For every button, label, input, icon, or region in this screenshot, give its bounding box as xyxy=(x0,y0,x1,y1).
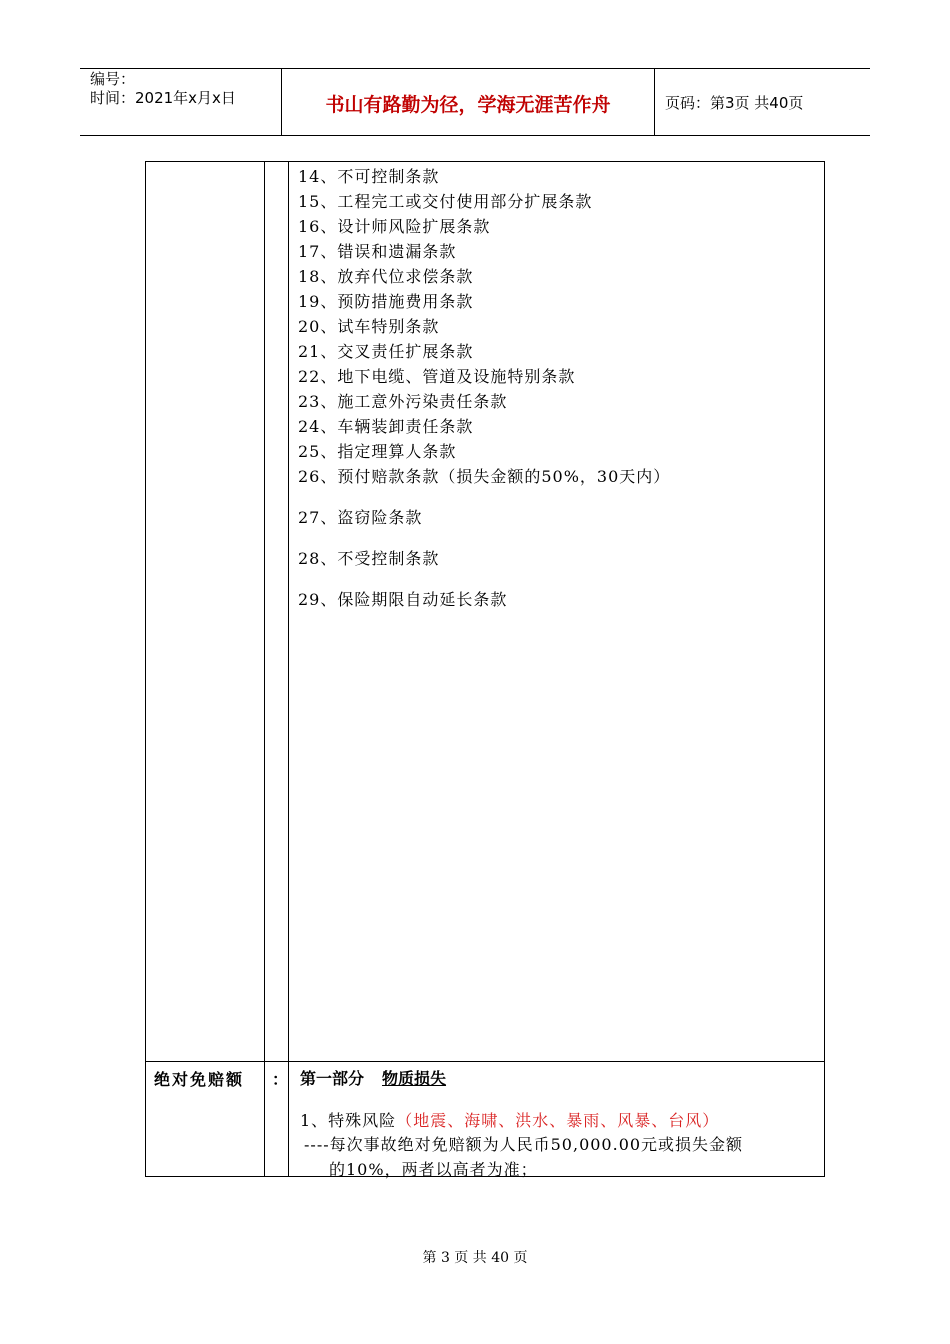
document-date: 时间：2021年x月x日 xyxy=(90,89,236,107)
header-motto: 书山有路勤为径，学海无涯苦作舟 xyxy=(325,94,611,116)
risk-prefix: 1、特殊风险 xyxy=(300,1111,397,1130)
part-prefix: 第一部分 xyxy=(300,1069,365,1088)
clause-item: 18、放弃代位求偿条款 xyxy=(298,267,474,286)
part-heading xyxy=(300,1066,446,1089)
clause-item: 29、保险期限自动延长条款 xyxy=(298,590,508,609)
clause-item: 14、不可控制条款 xyxy=(298,167,440,186)
part-title: 物质损失 xyxy=(382,1069,447,1088)
risk-detail: （地震、海啸、洪水、暴雨、风暴、台风） xyxy=(396,1111,720,1130)
header-page-number: 页码：第3页 共40页 xyxy=(665,94,804,112)
page-footer: 第 3 页 共 40 页 xyxy=(422,1250,528,1266)
special-risk-line xyxy=(300,1108,719,1131)
header-divider xyxy=(654,68,655,136)
clause-item: 20、试车特别条款 xyxy=(298,317,440,336)
clause-item: 17、错误和遗漏条款 xyxy=(298,242,457,261)
header-top-rule xyxy=(80,68,870,69)
header-bottom-rule xyxy=(80,135,870,136)
deductible-colon: ： xyxy=(272,1070,289,1089)
clause-item: 26、预付赔款条款（损失金额的50%，30天内） xyxy=(298,467,671,486)
clause-item: 22、地下电缆、管道及设施特别条款 xyxy=(298,367,576,386)
deductible-description: ----每次事故绝对免赔额为人民币50,000.00元或损失金额 xyxy=(304,1135,744,1154)
clause-table xyxy=(145,161,825,1177)
clause-item: 23、施工意外污染责任条款 xyxy=(298,392,508,411)
clause-item: 15、工程完工或交付使用部分扩展条款 xyxy=(298,192,593,211)
clause-item: 24、车辆装卸责任条款 xyxy=(298,417,474,436)
table-row-divider xyxy=(146,1061,824,1062)
clause-item: 27、盗窃险条款 xyxy=(298,508,423,527)
document-number: 编号： xyxy=(90,70,136,88)
table-column-divider xyxy=(264,162,265,1176)
table-column-divider xyxy=(288,162,289,1176)
deductible-description-continued: 的10%，两者以高者为准； xyxy=(329,1160,538,1179)
header-meta xyxy=(90,70,236,108)
clause-item: 19、预防措施费用条款 xyxy=(298,292,474,311)
clause-item: 25、指定理算人条款 xyxy=(298,442,457,461)
clause-item: 21、交叉责任扩展条款 xyxy=(298,342,474,361)
clause-item: 16、设计师风险扩展条款 xyxy=(298,217,491,236)
deductible-label: 绝对免赔额 xyxy=(154,1070,245,1089)
clause-item: 28、不受控制条款 xyxy=(298,549,440,568)
